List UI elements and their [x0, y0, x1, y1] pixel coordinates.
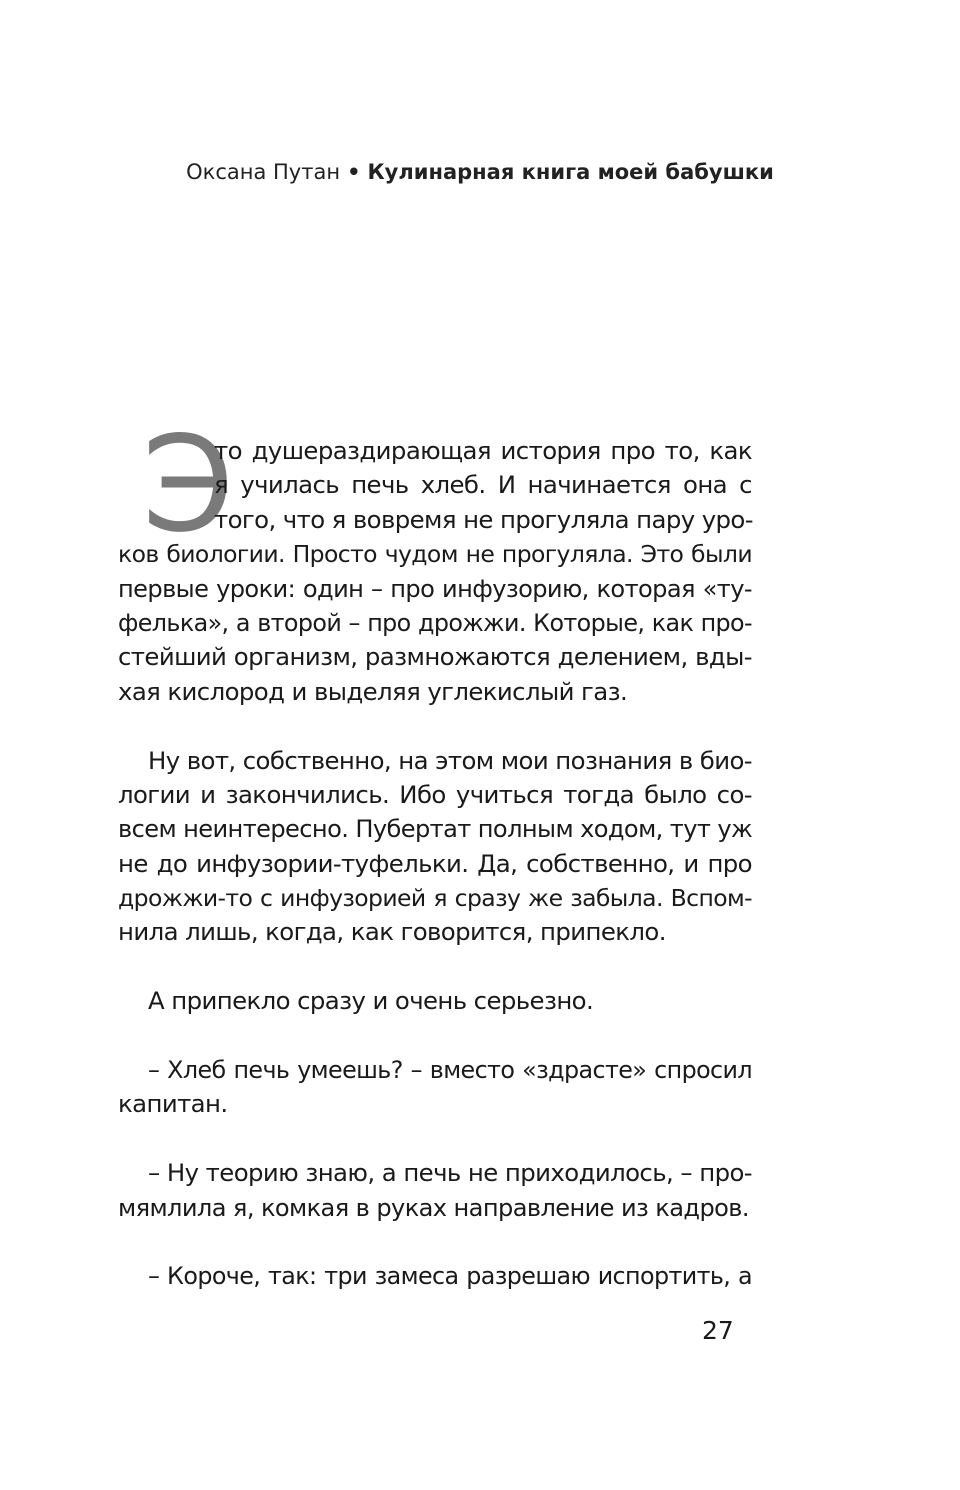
text-line: то душераздирающая история про то, как	[214, 436, 752, 465]
drop-cap: Э	[142, 408, 235, 562]
text-line: А припекло сразу и очень серьезно.	[148, 986, 594, 1016]
text-line: всем неинтересно. Пубертат полным ходом, тут уж	[118, 815, 753, 844]
body-text	[118, 434, 752, 1294]
text-line: хая кислород и выделяя углекислый газ.	[118, 676, 628, 706]
paragraph-gap	[118, 1122, 752, 1156]
text-line: я училась печь хлеб. И начинается она с	[214, 470, 752, 500]
paragraph-gap	[118, 1019, 752, 1053]
text-line: дрожжи-то с инфузорией я сразу же забыла. Вспом-	[118, 884, 752, 913]
paragraph-gap	[118, 709, 752, 743]
text-line: нила лишь, когда, как говорится, припекло.	[118, 917, 666, 947]
header-separator: •	[347, 160, 361, 184]
text-line: капитан.	[118, 1089, 228, 1119]
text-line: первые уроки: один – про инфузорию, которая «ту-	[118, 574, 752, 603]
text-line: логии и закончились. Ибо учиться тогда было со-	[118, 779, 752, 809]
text-line: ков биологии. Просто чудом не прогуляла. Это были	[118, 540, 752, 569]
header-book-title: Кулинарная книга моей бабушки	[367, 160, 774, 184]
paragraph-gap	[118, 950, 752, 984]
paragraph-gap	[118, 1225, 752, 1259]
text-line: того, что я вовремя не прогуляла пару уро-	[214, 504, 753, 534]
text-line: мямлила я, комкая в руках направление из кадров.	[118, 1193, 749, 1222]
running-header	[0, 160, 960, 184]
text-line: – Ну теорию знаю, а печь не приходилось, – про-	[148, 1158, 752, 1188]
text-line: фелька», а второй – про дрожжи. Которые, как про-	[118, 608, 752, 637]
header-author: Оксана Путан	[186, 160, 341, 184]
text-line: – Короче, так: три замеса разрешаю испортить, а	[148, 1262, 752, 1291]
text-line: стейший организм, размножаются делением, вды-	[118, 642, 752, 672]
text-line: – Хлеб печь умеешь? – вместо «здрасте» спросил	[148, 1056, 752, 1085]
text-line: не до инфузории-туфельки. Да, собственно, и про	[118, 848, 752, 878]
text-line: Ну вот, собственно, на этом мои познания в био-	[148, 745, 752, 775]
page-number: 27	[702, 1316, 734, 1345]
